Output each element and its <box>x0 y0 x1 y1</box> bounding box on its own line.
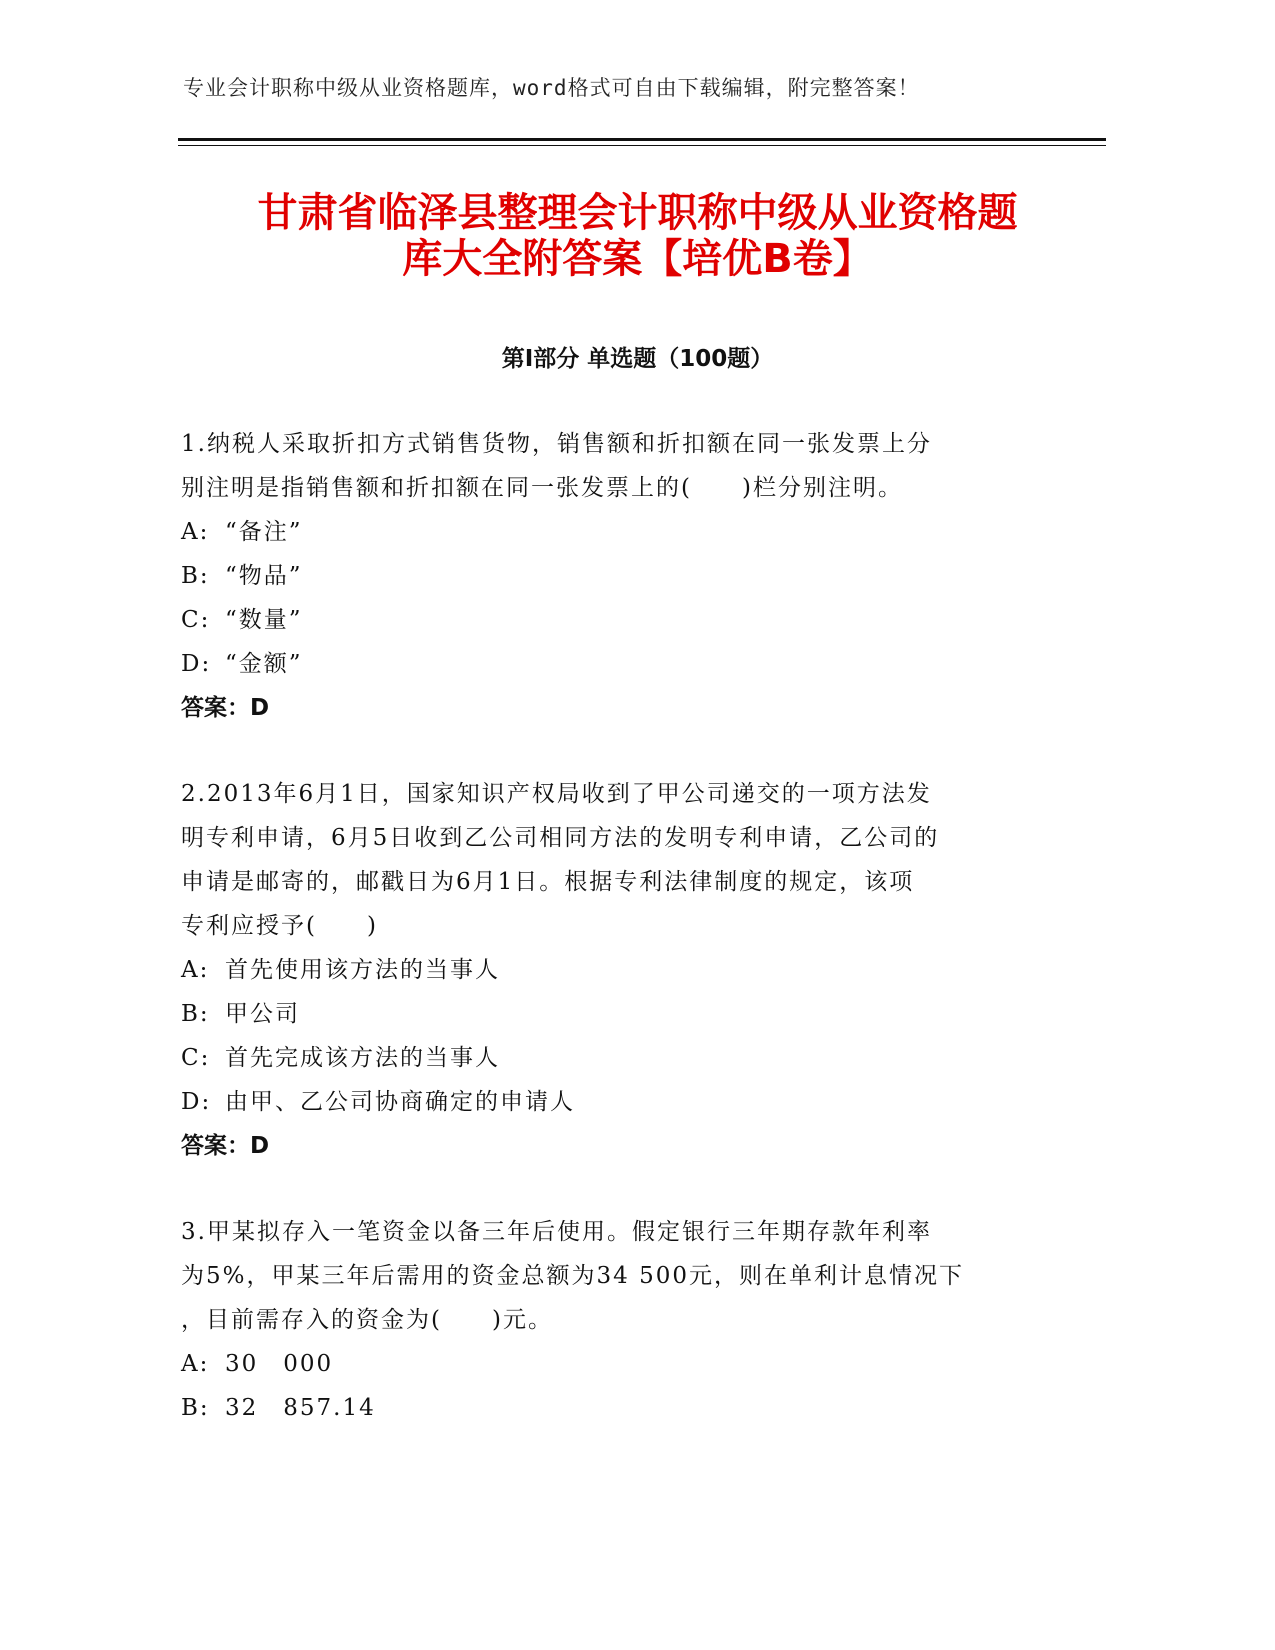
question-2 <box>181 772 1041 1168</box>
question-stem-line: 1.纳税人采取折扣方式销售货物，销售额和折扣额在同一张发票上分 <box>181 431 932 457</box>
header-rule-thick <box>178 138 1106 141</box>
question-stem-line: 明专利申请，6月5日收到乙公司相同方法的发明专利申请，乙公司的 <box>181 825 940 851</box>
option-key: C: <box>181 1045 211 1071</box>
option-a <box>181 1342 1041 1386</box>
question-3 <box>181 1210 1041 1430</box>
option-text: 首先使用该方法的当事人 <box>225 957 500 983</box>
option-text: “物品” <box>225 563 303 589</box>
option-key: C: <box>181 607 211 633</box>
option-b <box>181 554 1041 598</box>
option-key: B: <box>181 1395 210 1421</box>
page-header: 专业会计职称中级从业资格题库，word格式可自由下载编辑，附完整答案！ <box>183 76 920 100</box>
option-a <box>181 948 1041 992</box>
question-stem-line: 别注明是指销售额和折扣额在同一张发票上的( )栏分别注明。 <box>181 475 903 501</box>
option-key: A: <box>181 519 210 545</box>
option-c <box>181 1036 1041 1080</box>
question-stem-line: ，目前需存入的资金为( )元。 <box>181 1307 553 1333</box>
option-d <box>181 1080 1041 1124</box>
option-text: “备注” <box>225 519 303 545</box>
option-a <box>181 510 1041 554</box>
option-key: B: <box>181 1001 210 1027</box>
option-text: 30 000 <box>225 1351 334 1377</box>
option-c <box>181 598 1041 642</box>
option-text: 由甲、乙公司协商确定的申请人 <box>225 1089 575 1115</box>
question-stem-line: 为5%，甲某三年后需用的资金总额为34 500元，则在单利计息情况下 <box>181 1263 964 1289</box>
option-b <box>181 992 1041 1036</box>
option-text: 甲公司 <box>225 1001 300 1027</box>
title-line-1: 甘肃省临泽县整理会计职称中级从业资格题 <box>257 190 1018 236</box>
option-key: D: <box>181 1089 212 1115</box>
section-heading: 第Ⅰ部分 单选题（100题） <box>501 346 774 372</box>
option-b <box>181 1386 1041 1430</box>
option-key: B: <box>181 563 210 589</box>
option-text: “数量” <box>225 607 303 633</box>
question-stem-line: 2.2013年6月1日，国家知识产权局收到了甲公司递交的一项方法发 <box>181 781 932 807</box>
question-stem-line: 申请是邮寄的，邮戳日为6月1日。根据专利法律制度的规定，该项 <box>181 869 915 895</box>
document-title <box>150 190 1125 282</box>
option-text: 首先完成该方法的当事人 <box>225 1045 500 1071</box>
option-d <box>181 642 1041 686</box>
question-stem-line: 3.甲某拟存入一笔资金以备三年后使用。假定银行三年期存款年利率 <box>181 1219 932 1245</box>
option-text: “金额” <box>225 651 303 677</box>
question-list <box>181 422 1041 1472</box>
question-1 <box>181 422 1041 730</box>
header-rule-thin <box>178 145 1106 146</box>
option-key: A: <box>181 957 210 983</box>
answer: 答案：D <box>181 1133 270 1159</box>
question-stem-line: 专利应授予( ) <box>181 913 378 939</box>
title-line-2: 库大全附答案【培优B卷】 <box>402 236 873 282</box>
option-text: 32 857.14 <box>225 1395 376 1421</box>
option-key: A: <box>181 1351 210 1377</box>
answer: 答案：D <box>181 695 270 721</box>
option-key: D: <box>181 651 212 677</box>
